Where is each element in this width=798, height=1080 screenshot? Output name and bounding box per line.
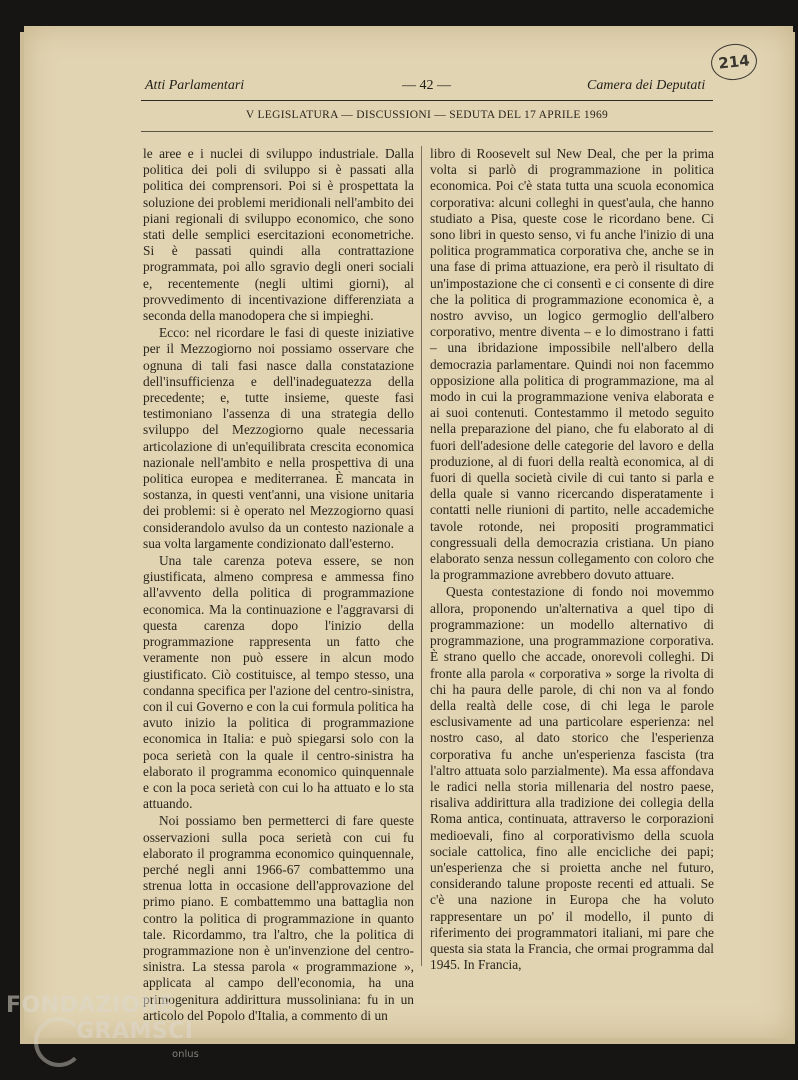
session-subheader: V LEGISLATURA — DISCUSSIONI — SEDUTA DEL 17 APRILE 1969 <box>245 109 609 121</box>
paragraph: Ecco: nel ricordare le fasi di queste iniziative per il Mezzogiorno noi possiamo osservare che ognuna di tali fasi nasce dalla constatazione dell'insufficienza e dell'inadeguatezza della precedente; e, tutte insieme, queste fasi testimoniano l'assenza di una strategia dello sviluppo del Mezzogiorno quale necessaria articolazione di un'equilibrata crescita economica nazionale nell'ambito e nella prospettiva di una politica europea e mediterranea. È mancata in sostanza, in questi vent'anni, una visione unitaria dei problemi: si è operato nel Mezzogiorno quasi considerandolo avulso da un contesto nazionale a sua volta largamente condizionato dall'esterno. <box>143 325 414 551</box>
watermark <box>6 993 236 1073</box>
paragraph: le aree e i nuclei di sviluppo industriale. Dalla politica dei poli di sviluppo si è passati alla politica dei comprensori. Poi si è prospettata la soluzione dei problemi meridionali nell'ambito dei piani regionali di sviluppo economico, che sono stati delle semplici esercitazioni econometriche. Si è passati quindi alla contrattazione programmata, poi allo sgravio degli oneri sociali e, recentemente (negli ultimi giorni), al provvedimento di incentivazione differenziata a seconda della manodopera che si impieghi. <box>143 146 414 324</box>
watermark-line: onlus <box>172 1049 199 1060</box>
paragraph: libro di Roosevelt sul New Deal, che per la prima volta si parlò di programmazione in politica economica. Poi c'è stata tutta una scuola economica corporativa: alcuni colleghi in quest'aula, che hanno studiato a Pisa, queste cose le ricordano bene. Ci sono libri in questo senso, vi fu anche l'inizio di una politica programmatica corporativa che, anche se in una fase di prima attuazione, era però il risultato di un'impostazione che ci consentì e ci consente di dire che la politica di programmazione economica è, a nostro avviso, un logico germoglio dell'albero corporativo, mentre diventa – e lo dimostrano i fatti – una ibridazione impossibile nell'albero della democrazia parlamentare. Quindi noi non facemmo opposizione alla politica di programmazione, ma al modo in cui la programmazione veniva elaborata e ai suoi contenuti. Contestammo il metodo seguito nella preparazione del piano, che fu elaborato al di fuori dell'adesione delle categorie del lavoro e della produzione, al di fuori della realtà economica, al di fuori di quella società civile di cui tanto si parla e della quale si vanno ricercando disperatamente i contatti nelle riunioni di partito, nelle accademiche tavole rotonde, nei propositi programmatici congressuali della democrazia cristiana. Un piano elaborato senza nessun collegamento con coloro che la programmazione avrebbero dovuto attuare. <box>430 146 714 583</box>
column-divider <box>421 146 422 966</box>
watermark-line: GRAMSCI <box>76 1019 194 1044</box>
paragraph: Questa contestazione di fondo noi movemmo allora, proponendo un'alternativa a quel tipo di programmazione: un modello alternativo di programmazione, una programmazione corporativa. È strano quello che accade, onorevoli colleghi. Di fronte alla parola « corporativa » sorge la rivolta di chi ha paura delle parole, di chi non va al fondo della realtà delle cose, di chi lega le parole esclusivamente ad una particolare esperienza: nel nostro caso, al dato storico che l'esperienza corporativa fu anche un'esperienza fascista (tra l'altro attuata solo parzialmente). Ma essa affondava le radici nella storia millenaria del nostro paese, risaliva addirittura alla tradizione dei collegia della Roma antica, continuata, attraverso le corporazioni medioevali, fino al corporativismo della scuola sociale cattolica, fino alle encicliche dei papi; un'esperienza che si proietta anche nel futuro, considerando talune proposte recenti ed attuali. Se c'è una nazione in Europa che ha voluto rappresentare un po' il modello, il punto di riferimento dei programmatori italiani, mi pare che questa sia stata la Francia, che ormai programma dal 1945. In Francia, <box>430 584 714 973</box>
page-number: — 42 — <box>402 78 451 93</box>
right-column <box>430 146 714 971</box>
archive-stamp: 214 <box>709 42 759 83</box>
header-right: Camera dei Deputati <box>587 78 706 93</box>
header-rule <box>141 100 713 101</box>
header-left: Atti Parlamentari <box>145 78 245 93</box>
subheader-rule <box>141 131 713 132</box>
paragraph: Noi possiamo ben permetterci di fare queste osservazioni sulla poca serietà con cui fu elaborato il programma economico quinquennale, perché negli anni 1966-67 combattemmo una strenua lotta in occasione dell'approvazione del primo piano. E combattemmo una battaglia non contro la politica di programmazione in quanto tale. Ricordammo, tra l'altro, che la politica di programmazione non è un'invenzione del centro-sinistra. La stessa parola « programmazione », applicata al campo dell'economia, ha una primogenitura addirittura mussoliniana: fu in un articolo del Popolo d'Italia, a commento di un <box>143 813 414 1023</box>
watermark-line: FONDAZIONE <box>6 993 175 1018</box>
paragraph: Una tale carenza poteva essere, se non giustificata, almeno compresa e ammessa fino all'avvento della politica di programmazione economica. Ma la continuazione e l'aggravarsi di questa carenza dopo l'inizio della programmazione rappresenta un fatto che veramente non può essere in alcun modo giustificato. Ciò costituisce, al tempo stesso, una condanna specifica per l'azione del centro-sinistra, con il cui Governo e con la cui formula politica ha avuto inizio la politica di programmazione economica in Italia: e può spiegarsi solo con la poca serietà con la quale il centro-sinistra ha elaborato il programma economico quinquennale e con la poca serietà con cui lo ha attuato e lo sta attuando. <box>143 553 414 812</box>
left-column <box>143 146 414 1023</box>
